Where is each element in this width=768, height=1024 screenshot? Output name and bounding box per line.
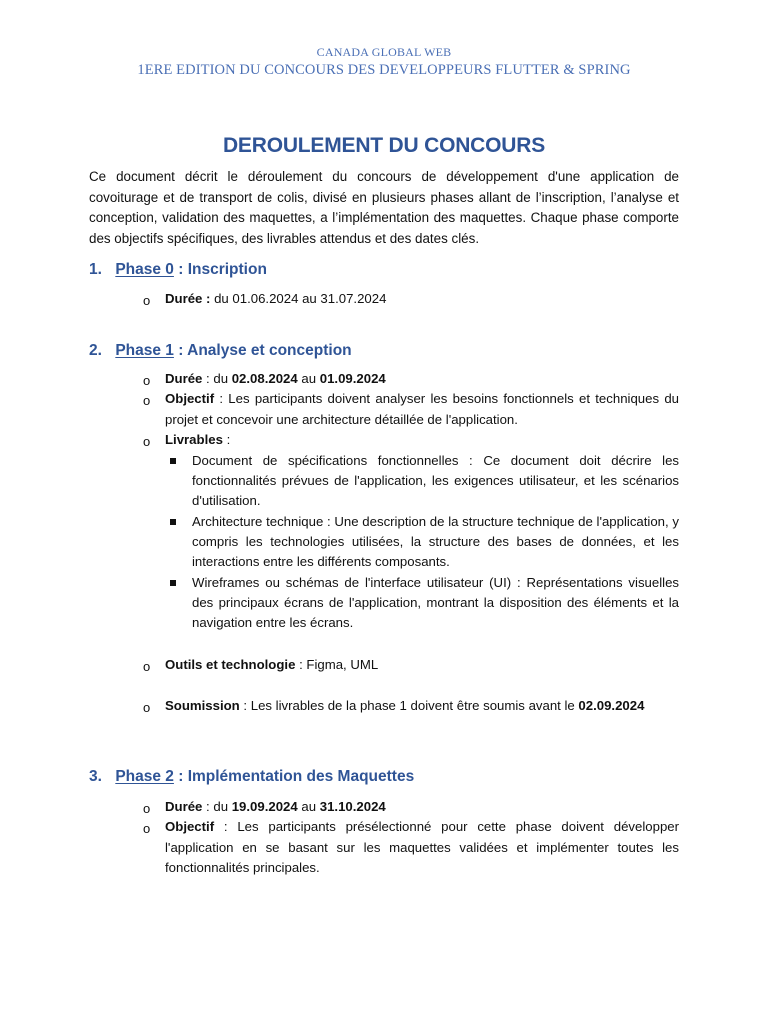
bullet-icon: o bbox=[143, 373, 151, 388]
phase-label: Phase 0 bbox=[115, 261, 174, 278]
livrable-item: Architecture technique : Une description de la structure technique de l'application, y compris les technologies utilisées, la structure des bases de données, et les interactions entre les différents composants. bbox=[192, 514, 679, 570]
section-3-duree bbox=[165, 797, 679, 818]
header-edition: 1ERE EDITION DU CONCOURS DES DEVELOPPEURS FLUTTER & SPRING bbox=[137, 62, 631, 78]
duree-and: au bbox=[297, 799, 320, 814]
section-title: : Implémentation des Maquettes bbox=[173, 768, 415, 785]
section-number: 1. bbox=[89, 261, 102, 278]
outils-label: Outils et technologie bbox=[165, 657, 296, 672]
section-2-objectif bbox=[165, 389, 679, 430]
duree-label: Durée : bbox=[165, 291, 211, 306]
phase-label: Phase 1 bbox=[115, 342, 174, 359]
objectif-text: : Les participants présélectionné pour cette phase doivent développer l'application en se basant sur les maquettes validées et implémenter toutes les fonctionnalités principales. bbox=[165, 819, 679, 875]
duree-end: 01.09.2024 bbox=[319, 371, 386, 386]
soumission-label: Soumission bbox=[165, 698, 240, 713]
section-2-heading bbox=[89, 342, 352, 360]
duree-text: : du bbox=[202, 799, 232, 814]
header-org: CANADA GLOBAL WEB bbox=[316, 45, 452, 59]
duree-text: du 01.06.2024 au 31.07.2024 bbox=[210, 291, 387, 306]
intro-paragraph: Ce document décrit le déroulement du concours de développement d'une application de covoiturage et de transport de colis, divisé en plusieurs phases allant de l’inscription, l’analyse et conception, validation des maquettes, a l’implémentation des maquettes. Chaque phase comporte des objectifs spécifiques, des livrables attendus et des dates clés. bbox=[89, 169, 679, 246]
square-bullet-icon bbox=[170, 458, 176, 464]
outils-text: : Figma, UML bbox=[295, 657, 379, 672]
duree-and: au bbox=[297, 371, 320, 386]
soumission-text: : Les livrables de la phase 1 doivent être soumis avant le bbox=[239, 698, 579, 713]
square-bullet-icon bbox=[170, 580, 176, 586]
bullet-icon: o bbox=[143, 821, 151, 836]
bullet-icon: o bbox=[143, 659, 151, 674]
bullet-icon: o bbox=[143, 801, 151, 816]
section-number: 2. bbox=[89, 342, 102, 359]
bullet-icon: o bbox=[143, 393, 151, 408]
section-number: 3. bbox=[89, 768, 102, 785]
bullet-icon: o bbox=[143, 293, 151, 308]
section-2-outils bbox=[165, 655, 679, 676]
section-1-heading bbox=[89, 261, 267, 279]
duree-start: 02.08.2024 bbox=[231, 371, 298, 386]
duree-label: Durée bbox=[165, 371, 203, 386]
section-title: : Analyse et conception bbox=[173, 342, 352, 359]
livrables-label: Livrables bbox=[165, 432, 223, 447]
livrables-colon: : bbox=[222, 432, 231, 447]
livrable-item: Document de spécifications fonctionnelles : Ce document doit décrire les fonctionnalités prévues de l'application, les exigences utilisateur, et les scénarios d'utilisation. bbox=[192, 453, 679, 509]
duree-start: 19.09.2024 bbox=[231, 799, 298, 814]
soumission-date: 02.09.2024 bbox=[578, 698, 645, 713]
livrable-item: Wireframes ou schémas de l'interface utilisateur (UI) : Représentations visuelles des principaux écrans de l'application, montrant la disposition des éléments et la navigation entre les écrans. bbox=[192, 575, 679, 631]
bullet-icon: o bbox=[143, 434, 151, 449]
duree-end: 31.10.2024 bbox=[319, 799, 386, 814]
duree-text: : du bbox=[202, 371, 232, 386]
objectif-label: Objectif bbox=[165, 391, 215, 406]
phase-label: Phase 2 bbox=[115, 768, 174, 785]
section-2-livrables bbox=[165, 430, 679, 451]
section-2-duree bbox=[165, 369, 679, 390]
section-1-duree bbox=[165, 289, 679, 310]
page-title: DEROULEMENT DU CONCOURS bbox=[222, 134, 546, 157]
objectif-label: Objectif bbox=[165, 819, 215, 834]
square-bullet-icon bbox=[170, 519, 176, 525]
objectif-text: : Les participants doivent analyser les besoins fonctionnels et techniques du projet et concevoir une architecture détaillée de l'application. bbox=[165, 391, 679, 427]
section-title: : Inscription bbox=[173, 261, 267, 278]
section-3-heading bbox=[89, 768, 414, 786]
duree-label: Durée bbox=[165, 799, 203, 814]
bullet-icon: o bbox=[143, 700, 151, 715]
section-2-soumission bbox=[165, 696, 679, 717]
section-3-objectif bbox=[165, 817, 679, 879]
